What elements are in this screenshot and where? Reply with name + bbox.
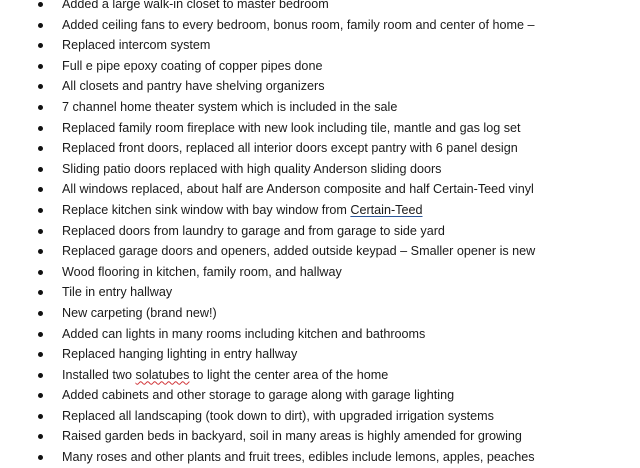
item-text: Replaced front doors, replaced all interior doors except pantry with 6 panel design xyxy=(62,141,518,156)
bullet-icon xyxy=(38,332,43,337)
list-item xyxy=(0,303,640,324)
bullet-icon xyxy=(38,414,43,419)
item-text: Sliding patio doors replaced with high quality Anderson sliding doors xyxy=(62,161,442,176)
item-text: Installed two xyxy=(62,367,136,382)
bullet-icon xyxy=(38,2,43,7)
item-text: Replaced doors from laundry to garage and from garage to side yard xyxy=(62,223,445,238)
list-item xyxy=(0,179,640,200)
list-item xyxy=(0,282,640,303)
item-text: Added ceiling fans to every bedroom, bonus room, family room and center of home – xyxy=(62,17,535,32)
item-text: Replaced hanging lighting in entry hallway xyxy=(62,347,298,362)
item-text: Replaced family room fireplace with new look including tile, mantle and gas log set xyxy=(62,120,521,135)
item-text: 7 channel home theater system which is included in the sale xyxy=(62,99,398,114)
bullet-icon xyxy=(38,23,43,28)
bullet-icon xyxy=(38,146,43,151)
bullet-icon xyxy=(38,290,43,295)
bullet-icon xyxy=(38,455,43,460)
list-item xyxy=(0,159,640,180)
list-item xyxy=(0,385,640,406)
bullet-icon xyxy=(38,393,43,398)
bullet-icon xyxy=(38,434,43,439)
list-item xyxy=(0,35,640,56)
item-text: Added cabinets and other storage to garage along with garage lighting xyxy=(62,388,455,403)
item-text: Full e pipe epoxy coating of copper pipes done xyxy=(62,58,323,73)
list-item xyxy=(0,241,640,262)
item-text: Tile in entry hallway xyxy=(62,285,173,300)
item-text: New carpeting (brand new!) xyxy=(62,305,217,320)
item-text: All windows replaced, about half are Anderson composite and half Certain-Teed vinyl xyxy=(62,182,534,197)
bullet-icon xyxy=(38,373,43,378)
item-text: Replace kitchen sink window with bay window from xyxy=(62,202,351,217)
item-text: Wood flooring in kitchen, family room, and hallway xyxy=(62,264,342,279)
list-item xyxy=(0,56,640,77)
list-item xyxy=(0,324,640,345)
item-text: Raised garden beds in backyard, soil in many areas is highly amended for growing xyxy=(62,429,522,444)
bullet-icon xyxy=(38,187,43,192)
list-item xyxy=(0,426,640,447)
list-item xyxy=(0,262,640,283)
item-text: Replaced all landscaping (took down to dirt), with upgraded irrigation systems xyxy=(62,408,494,423)
item-text: Many roses and other plants and fruit trees, edibles include lemons, apples, peaches xyxy=(62,450,535,465)
certain-teed-link[interactable]: Certain-Teed xyxy=(350,202,423,217)
bullet-icon xyxy=(38,126,43,131)
bullet-icon xyxy=(38,167,43,172)
list-item xyxy=(0,15,640,36)
list-item xyxy=(0,76,640,97)
item-text: to light the center area of the home xyxy=(189,367,389,382)
list-item xyxy=(0,200,640,221)
list-item xyxy=(0,221,640,242)
list-item xyxy=(0,447,640,468)
list-item xyxy=(0,138,640,159)
item-text: Added a large walk-in closet to master bedroom xyxy=(62,0,329,11)
bullet-icon xyxy=(38,208,43,213)
bullet-icon xyxy=(38,311,43,316)
bullet-icon xyxy=(38,84,43,89)
list-item xyxy=(0,406,640,427)
item-text: All closets and pantry have shelving organizers xyxy=(62,79,325,94)
item-text: Replaced intercom system xyxy=(62,38,211,53)
bullet-icon xyxy=(38,270,43,275)
item-text: Added can lights in many rooms including kitchen and bathrooms xyxy=(62,326,426,341)
bullet-icon xyxy=(38,352,43,357)
list-item xyxy=(0,97,640,118)
bullet-icon xyxy=(38,105,43,110)
item-text: Replaced garage doors and openers, added outside keypad – Smaller opener is new xyxy=(62,244,536,259)
list-item xyxy=(0,0,640,15)
bullet-icon xyxy=(38,64,43,69)
bullet-icon xyxy=(38,43,43,48)
list-item xyxy=(0,118,640,139)
list-item xyxy=(0,365,640,386)
spellcheck-flagged-word[interactable]: solatubes xyxy=(135,367,190,382)
bullet-icon xyxy=(38,229,43,234)
list-item xyxy=(0,344,640,365)
bullet-icon xyxy=(38,249,43,254)
